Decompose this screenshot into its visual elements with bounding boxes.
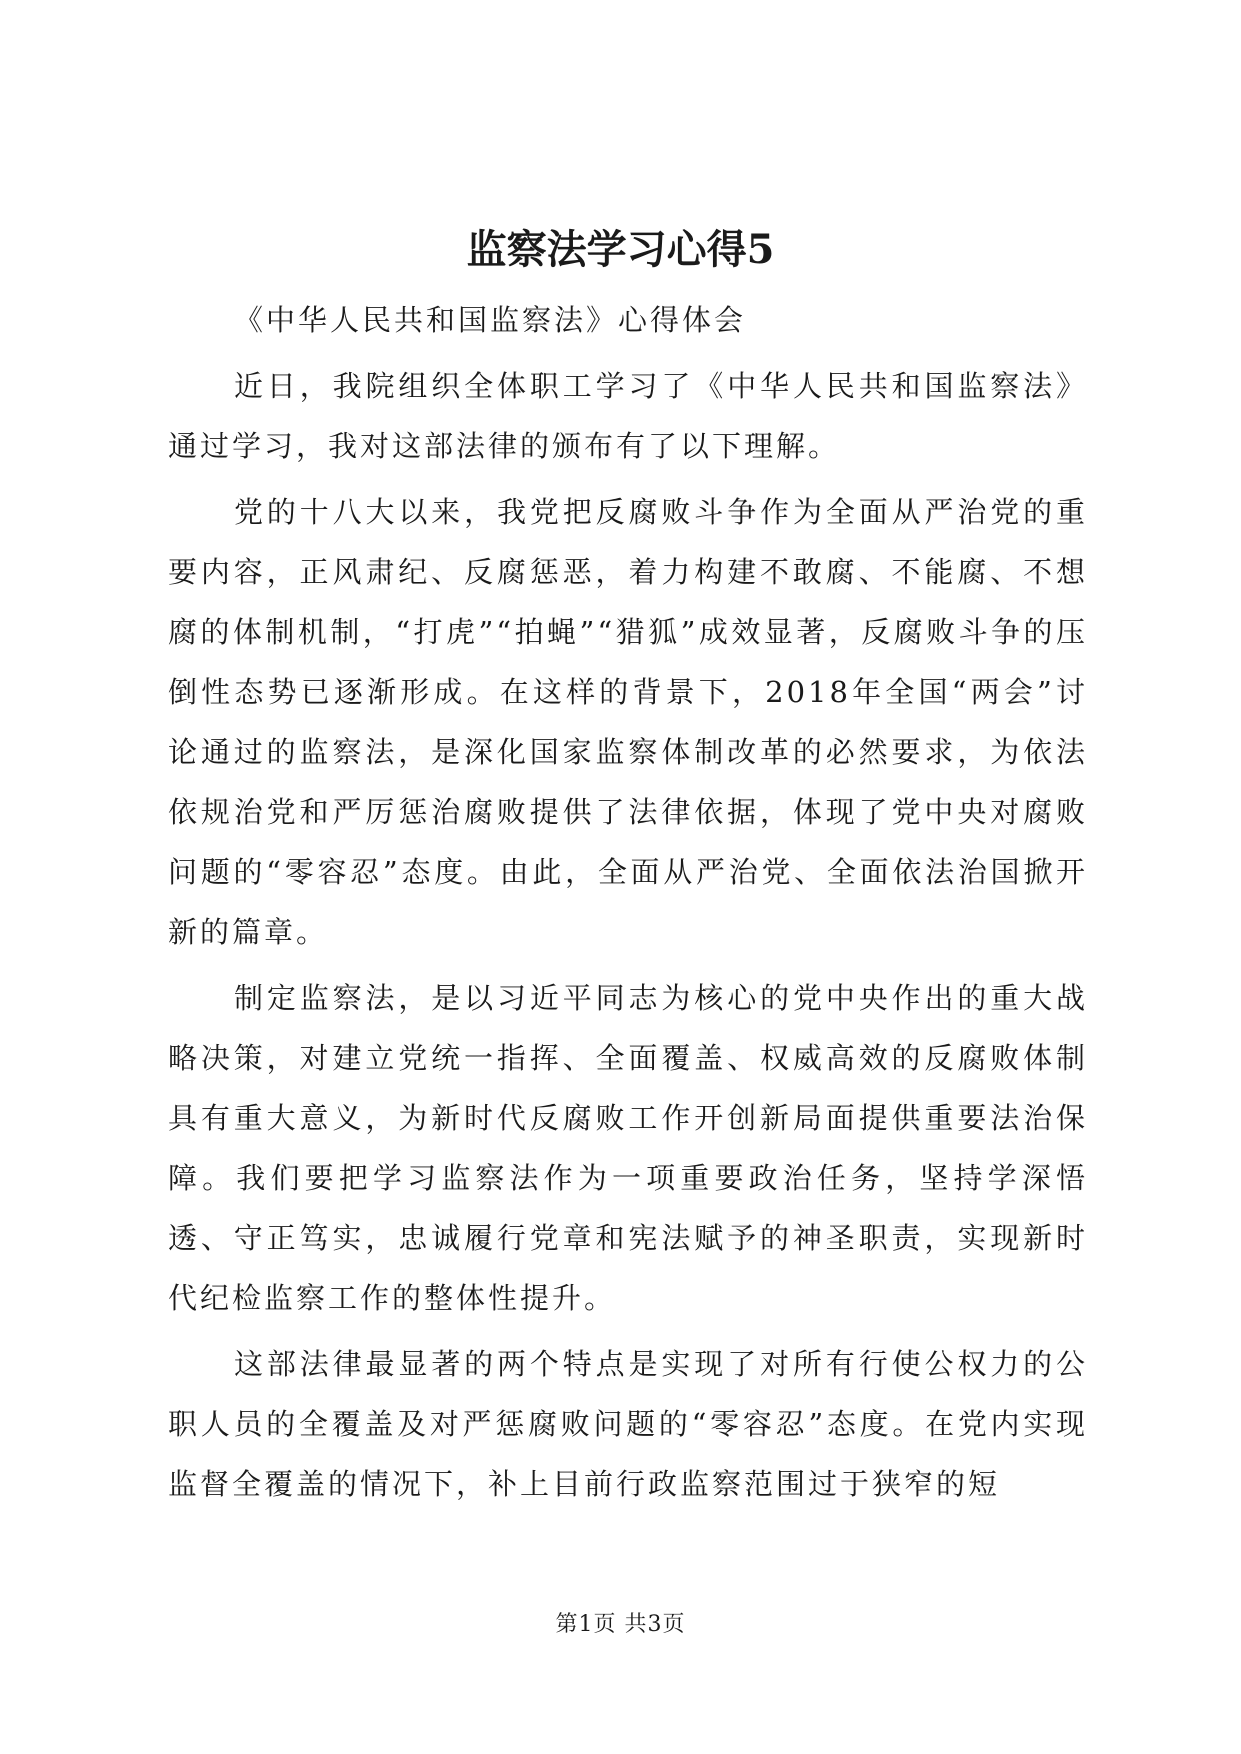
paragraph-3: 制定监察法，是以习近平同志为核心的党中央作出的重大战略决策，对建立党统一指挥、全面覆盖、权威高效的反腐败体制具有重大意义，为新时代反腐败工作开创新局面提供重要法治保障。我们要把学习监察法作为一项重要政治任务，坚持学深悟透、守正笃实，忠诚履行党章和宪法赋予的神圣职责，实现新时代纪检监察工作的整体性提升。 (168, 981, 1088, 1315)
page-number-footer: 第1页 共3页 (555, 1612, 686, 1637)
paragraph-2: 党的十八大以来，我党把反腐败斗争作为全面从严治党的重要内容，正风肃纪、反腐惩恶，着力构建不敢腐、不能腐、不想腐的体制机制，“打虎”“拍蝇”“猎狐”成效显著，反腐败斗争的压倒性态势已逐渐形成。在这样的背景下，2018年全国“两会”讨论通过的监察法，是深化国家监察体制改革的必然要求，为依法依规治党和严厉惩治腐败提供了法律依据，体现了党中央对腐败问题的“零容忍”态度。由此，全面从严治党、全面依法治国掀开新的篇章。 (168, 495, 1088, 949)
document-title: 监察法学习心得5 (466, 226, 775, 273)
document-subtitle: 《中华人民共和国监察法》心得体会 (234, 303, 747, 337)
document-body (168, 290, 1088, 1520)
paragraph-1: 近日，我院组织全体职工学习了《中华人民共和国监察法》通过学习，我对这部法律的颁布有了以下理解。 (168, 369, 1088, 463)
paragraph-4: 这部法律最显著的两个特点是实现了对所有行使公权力的公职人员的全覆盖及对严惩腐败问题的“零容忍”态度。在党内实现监督全覆盖的情况下，补上目前行政监察范围过于狭窄的短 (168, 1347, 1088, 1501)
